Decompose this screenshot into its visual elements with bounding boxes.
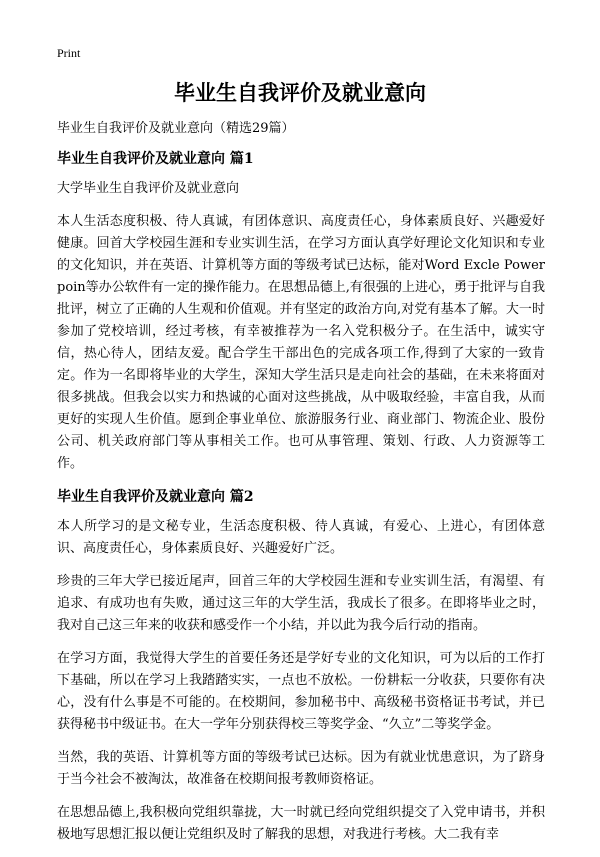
section-2-paragraph-4: 当然，我的英语、计算机等方面的等级考试已达标。因为有就业忧患意识，为了跻身于当今社会不被淘汰，故准备在校期间报考教师资格证。 — [57, 750, 545, 787]
print-link[interactable]: Print — [57, 46, 81, 60]
section-2-paragraph-2: 珍贵的三年大学已接近尾声，回首三年的大学校园生涯和专业实训生活，有渴望、有追求、有成功也有失败，通过这三年的大学生活，我成长了很多。在即将毕业之时，我对自己这三年来的收获和感受作一个小结，并以此为我今后行动的指南。 — [57, 574, 545, 633]
section-1-intro: 大学毕业生自我评价及就业意向 — [57, 181, 240, 196]
section-2-paragraph-5: 在思想品德上,我积极向党组织靠拢，大一时就已经向党组织提交了入党申请书，并积极地写思想汇报以便让党组织及时了解我的思想，对我进行考核。大二我有幸 — [57, 805, 545, 842]
document-subtitle: 毕业生自我评价及就业意向（精选29篇） — [57, 121, 295, 136]
section-heading-1: 毕业生自我评价及就业意向 篇1 — [57, 151, 254, 167]
section-heading-2: 毕业生自我评价及就业意向 篇2 — [57, 489, 254, 505]
section-2-paragraph-3: 在学习方面，我觉得大学生的首要任务还是学好专业的文化知识，可为以后的工作打下基础，所以在学习上我踏踏实实，一点也不放松。一份耕耘一分收获，只要你有决心，没有什么事是不可能的。在校期间，参加秘书中、高级秘书资格证书考试，并已获得秘书中级证书。在大一学年分别获得校三等奖学金、“久立”二等奖学金。 — [57, 651, 545, 732]
document-title: 毕业生自我评价及就业意向 — [174, 80, 426, 105]
section-2-paragraph-1: 本人所学习的是文秘专业，生活态度积极、待人真诚，有爱心、上进心，有团体意识、高度责任心，身体素质良好、兴趣爱好广泛。 — [57, 519, 545, 556]
document-content — [57, 118, 545, 857]
section-1-body: 本人生活态度积极、待人真诚，有团体意识、高度责任心，身体素质良好、兴趣爱好健康。回首大学校园生涯和专业实训生活，在学习方面认真学好理论文化知识和专业的文化知识，并在英语、计算机等方面的等级考试已达标，能对Word Excle Powerpoin等办公软件有一定的操作能力。在思想品德上,有很强的上进心，勇于批评与自我批评，树立了正确的人生观和价值观。并有坚定的政治方向,对党有基本了解。大一时参加了党校培训，经过考核，有幸被推荐为一名入党积极分子。在生活中，诚实守信，热心待人，团结友爱。配合学生干部出色的完成各项工作,得到了大家的一致肯定。作为一名即将毕业的大学生，深知大学生活只是走向社会的基础，在未来将面对很多挑战。但我会以实力和热诚的心面对这些挑战，从中吸取经验，丰富自我，从而更好的实现人生价值。愿到企事业单位、旅游服务行业、商业部门、物流企业、股份公司、机关政府部门等从事相关工作。也可从事管理、策划、行政、人力资源等工作。 — [57, 214, 545, 471]
